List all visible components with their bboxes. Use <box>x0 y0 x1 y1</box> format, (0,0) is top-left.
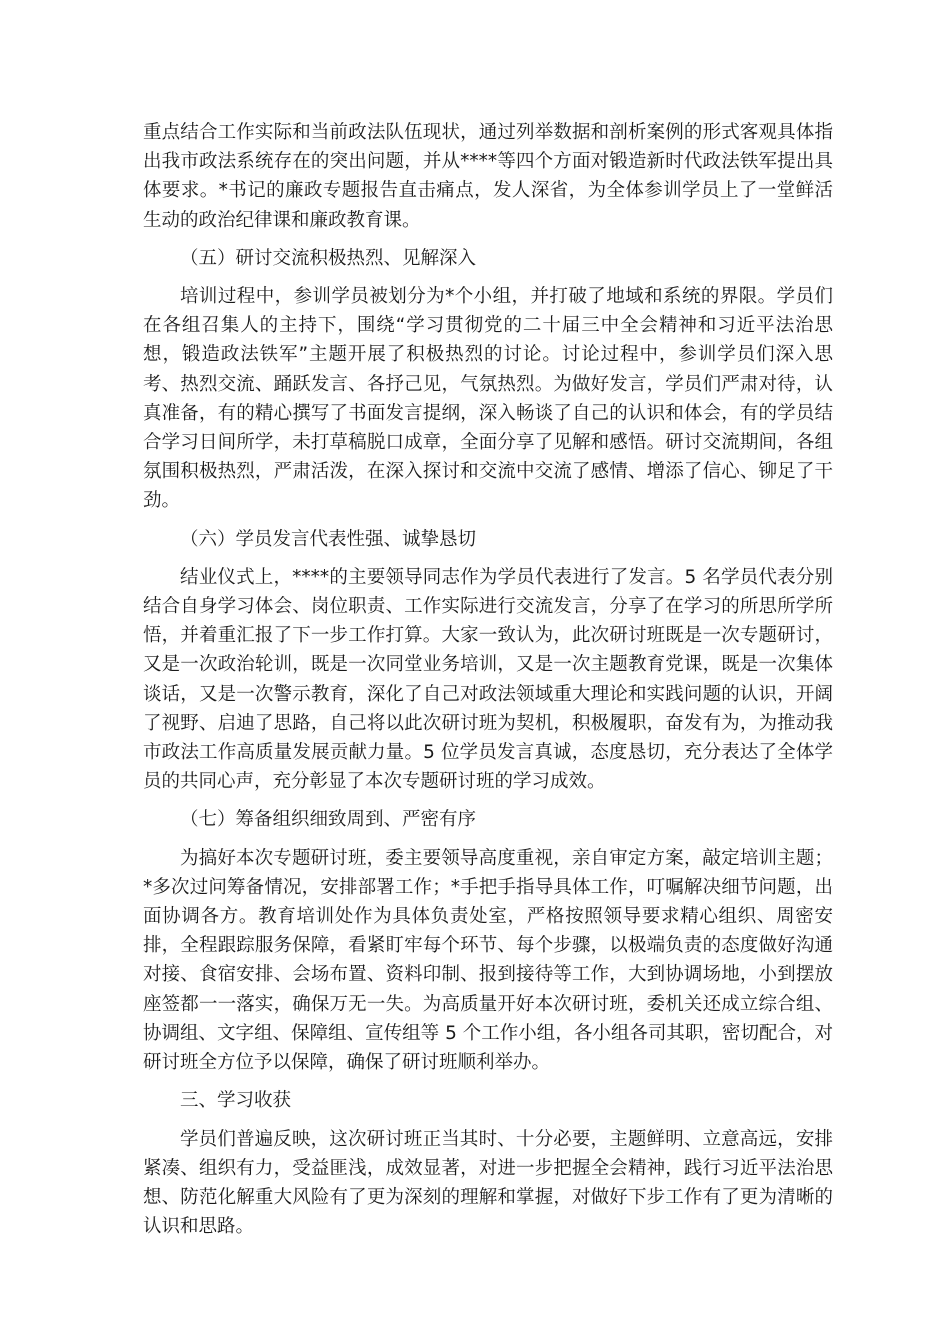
section-5-body: 培训过程中，参训学员被划分为*个小组，并打破了地域和系统的界限。学员们在各组召集人的主持下，围绕“学习贯彻党的二十届三中全会精神和习近平法治思想，锻造政法铁军”主题开展了积极热烈的讨论。讨论过程中，参训学员们深入思考、热烈交流、踊跃发言、各抒己见，气氛热烈。为做好发言，学员们严肃对待，认真准备，有的精心撰写了书面发言提纲，深入畅谈了自己的认识和体会，有的学员结合学习日间所学，未打草稿脱口成章，全面分享了见解和感悟。研讨交流期间，各组氛围积极热烈，严肃活泼，在深入探讨和交流中交流了感情、增添了信心、铆足了干劲。 <box>143 286 833 512</box>
section-7-heading: （七）筹备组织细致周到、严密有序 <box>180 809 477 831</box>
document-page <box>143 118 833 1241</box>
part-3-heading: 三、学习收获 <box>180 1090 292 1112</box>
part-3-body: 学员们普遍反映，这次研讨班正当其时、十分必要，主题鲜明、立意高远，安排紧凑、组织有力，受益匪浅，成效显著，对进一步把握全会精神，践行习近平法治思想、防范化解重大风险有了更为深刻的理解和掌握，对做好下步工作有了更为清晰的认识和思路。 <box>143 1128 833 1238</box>
continued-paragraph: 重点结合工作实际和当前政法队伍现状，通过列举数据和剖析案例的形式客观具体指出我市政法系统存在的突出问题，并从****等四个方面对锻造新时代政法铁军提出具体要求。*书记的廉政专题报告直击痛点，发人深省，为全体参训学员上了一堂鲜活生动的政治纪律课和廉政教育课。 <box>143 122 833 231</box>
section-7-body: 为搞好本次专题研讨班，委主要领导高度重视，亲自审定方案，敲定培训主题；*多次过问筹备情况，安排部署工作；*手把手指导具体工作，叮嘱解决细节问题，出面协调各方。教育培训处作为具体负责处室，严格按照领导要求精心组织、周密安排，全程跟踪服务保障，看紧盯牢每个环节、每个步骤，以极端负责的态度做好沟通对接、食宿安排、会场布置、资料印制、报到接待等工作，大到协调场地，小到摆放座签都一一落实，确保万无一失。为高质量开好本次研讨班，委机关还成立综合组、协调组、文字组、保障组、宣传组等 5 个工作小组，各小组各司其职，密切配合，对研讨班全方位予以保障，确保了研讨班顺利举办。 <box>143 847 833 1074</box>
section-5-heading: （五）研讨交流积极热烈、见解深入 <box>180 247 477 269</box>
section-6-body: 结业仪式上，****的主要领导同志作为学员代表进行了发言。5 名学员代表分别结合自身学习体会、岗位职责、工作实际进行交流发言，分享了在学习的所思所学所悟，并着重汇报了下一步工作打算。大家一致认为，此次研讨班既是一次专题研讨，又是一次政治轮训，既是一次同堂业务培训，又是一次主题教育党课，既是一次集体谈话，又是一次警示教育，深化了自己对政法领域重大理论和实践问题的认识，开阔了视野、启迪了思路，自己将以此次研讨班为契机，积极履职，奋发有为，为推动我市政法工作高质量发展贡献力量。5 位学员发言真诚，态度恳切，充分表达了全体学员的共同心声，充分彰显了本次专题研讨班的学习成效。 <box>143 566 833 793</box>
section-6-heading: （六）学员发言代表性强、诚挚恳切 <box>180 528 477 550</box>
